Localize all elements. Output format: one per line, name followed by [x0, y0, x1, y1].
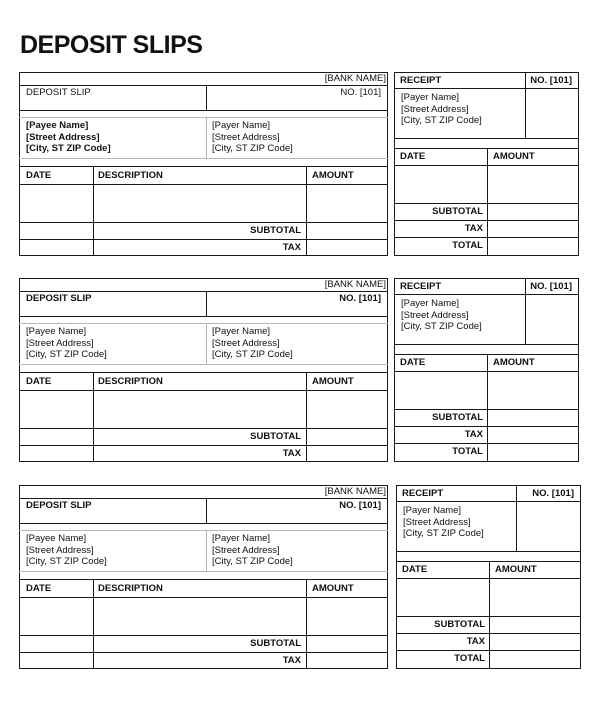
payee-street: [Street Address] [26, 544, 94, 556]
payee-address[interactable] [26, 533, 107, 568]
payee-address[interactable] [26, 120, 111, 155]
payer-address[interactable] [212, 326, 293, 361]
subtotal-label: SUBTOTAL [250, 638, 301, 649]
receipt-amount-label: AMOUNT [495, 564, 537, 575]
payee-address[interactable] [26, 326, 107, 361]
receipt-number[interactable]: NO. [101] [532, 488, 574, 499]
payee-city: [City, ST ZIP Code] [26, 556, 107, 567]
receipt-amount-label: AMOUNT [493, 357, 535, 368]
payer-street: [Street Address] [212, 337, 280, 349]
payee-name: [Payee Name] [26, 120, 89, 131]
subtotal-label: SUBTOTAL [250, 225, 301, 236]
subtotal-label: SUBTOTAL [250, 431, 301, 442]
column-description: DESCRIPTION [98, 376, 163, 387]
payee-city: [City, ST ZIP Code] [26, 349, 107, 360]
receipt-payer-address[interactable]: [Payer Name] [Street Address] [City, ST ZIP Code] [401, 298, 482, 332]
receipt-total-label: TOTAL [454, 653, 485, 664]
receipt-total-label: TOTAL [452, 446, 483, 457]
payer-name: [Payer Name] [212, 120, 271, 131]
receipt-tax-label: TAX [464, 429, 483, 440]
receipt-label: RECEIPT [400, 281, 442, 292]
payer-street: [Street Address] [212, 544, 280, 556]
column-date: DATE [26, 376, 52, 387]
bank-name[interactable]: [BANK NAME] [324, 73, 386, 84]
deposit-slip-3 [0, 413, 600, 673]
slip-number[interactable]: NO. [101] [339, 500, 381, 511]
receipt-date-label: DATE [400, 357, 426, 368]
bank-name[interactable]: [BANK NAME] [324, 279, 386, 290]
receipt-number[interactable]: NO. [101] [530, 281, 572, 292]
deposit-slip-label: DEPOSIT SLIP [26, 293, 92, 304]
bank-name[interactable]: [BANK NAME] [324, 486, 386, 497]
column-description: DESCRIPTION [98, 170, 163, 181]
column-amount: AMOUNT [312, 583, 354, 594]
column-amount: AMOUNT [312, 376, 354, 387]
payer-address[interactable] [212, 533, 293, 568]
receipt-date-label: DATE [402, 564, 428, 575]
receipt-subtotal-label: SUBTOTAL [432, 412, 483, 423]
column-description: DESCRIPTION [98, 583, 163, 594]
receipt-tax-label: TAX [466, 636, 485, 647]
payee-street: [Street Address] [26, 131, 100, 143]
tax-label: TAX [282, 448, 301, 459]
payer-name: [Payer Name] [212, 326, 271, 337]
receipt-label: RECEIPT [400, 75, 442, 86]
receipt-total-label: TOTAL [452, 240, 483, 251]
payee-name: [Payee Name] [26, 533, 87, 544]
column-date: DATE [26, 583, 52, 594]
payee-street: [Street Address] [26, 337, 94, 349]
receipt-subtotal-label: SUBTOTAL [432, 206, 483, 217]
payee-name: [Payee Name] [26, 326, 87, 337]
receipt-number[interactable]: NO. [101] [530, 75, 572, 86]
receipt-payer-address[interactable]: [Payer Name] [Street Address] [City, ST ZIP Code] [401, 92, 482, 126]
payer-address[interactable] [212, 120, 293, 155]
payer-street: [Street Address] [212, 131, 280, 143]
receipt-tax-label: TAX [464, 223, 483, 234]
deposit-slip-label: DEPOSIT SLIP [26, 87, 91, 98]
receipt-date-label: DATE [400, 151, 426, 162]
deposit-slip-label: DEPOSIT SLIP [26, 500, 92, 511]
receipt-label: RECEIPT [402, 488, 444, 499]
column-amount: AMOUNT [312, 170, 354, 181]
receipt-amount-label: AMOUNT [493, 151, 535, 162]
receipt-subtotal-label: SUBTOTAL [434, 619, 485, 630]
payer-name: [Payer Name] [212, 533, 271, 544]
tax-label: TAX [282, 655, 301, 666]
payer-city: [City, ST ZIP Code] [212, 349, 293, 360]
tax-label: TAX [282, 242, 301, 253]
column-date: DATE [26, 170, 52, 181]
payer-city: [City, ST ZIP Code] [212, 556, 293, 567]
page-title: DEPOSIT SLIPS [20, 31, 203, 59]
deposit-slip-frame [19, 485, 388, 669]
slip-number[interactable]: NO. [101] [339, 293, 381, 304]
slip-number[interactable]: NO. [101] [340, 87, 381, 98]
receipt-payer-address[interactable]: [Payer Name] [Street Address] [City, ST ZIP Code] [403, 505, 484, 539]
payer-city: [City, ST ZIP Code] [212, 143, 293, 154]
payee-city: [City, ST ZIP Code] [26, 143, 111, 154]
